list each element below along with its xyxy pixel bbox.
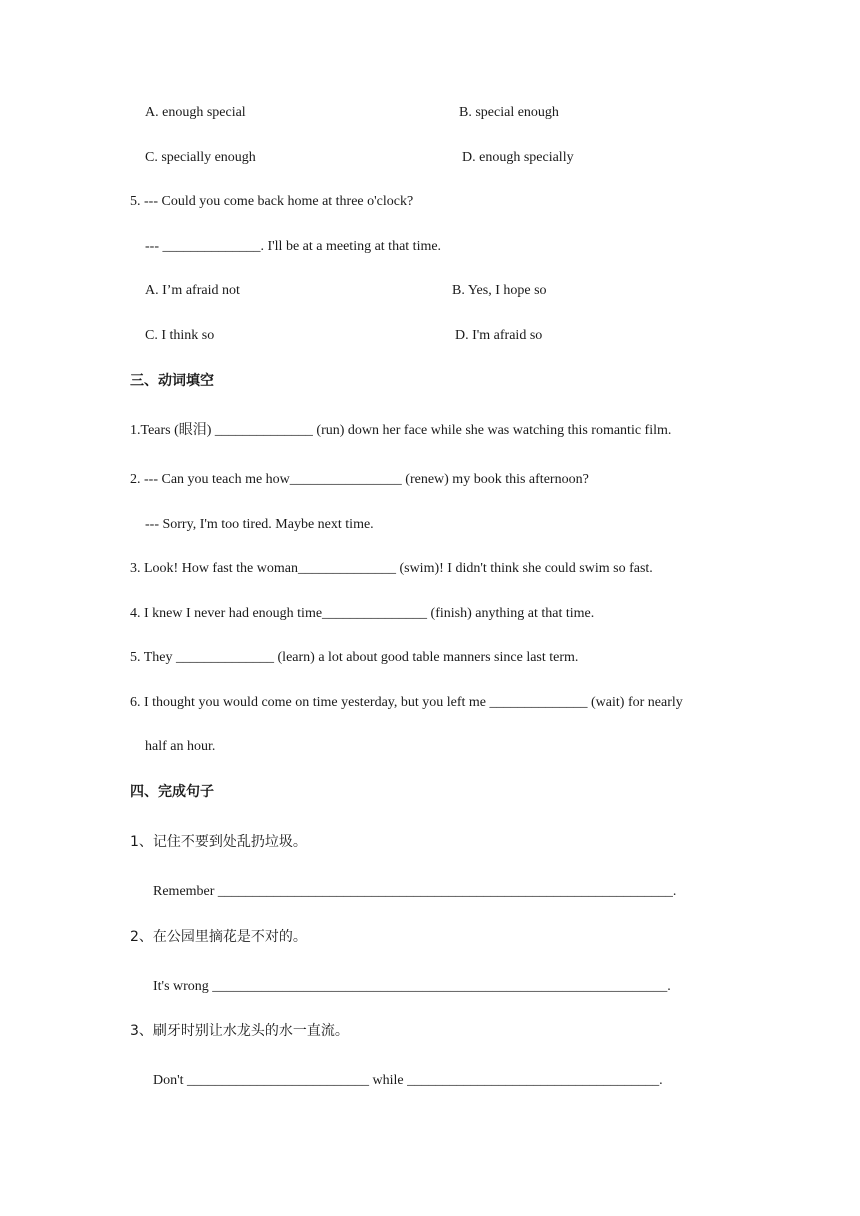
q4-option-c: C. specially enough: [145, 150, 256, 165]
q5-option-c: C. I think so: [145, 328, 215, 343]
section3-item: 4. I knew I never had enough time_______________ (finish) anything at that time.: [130, 606, 595, 621]
section4-answer-line: Remember _________________________________________________________________.: [153, 884, 677, 899]
section4-heading: 四、完成句子: [130, 784, 214, 800]
q4-option-b: B. special enough: [459, 105, 559, 120]
section4-prompt: 3、刷牙时别让水龙头的水一直流。: [130, 1023, 349, 1039]
section3-item: 1.Tears (眼泪) ______________ (run) down her face while she was watching this romantic film.: [130, 423, 672, 438]
section4-answer-line: Don't __________________________ while ____________________________________.: [153, 1073, 663, 1088]
section4-prompt: 2、在公园里摘花是不对的。: [130, 929, 307, 945]
q4-option-d: D. enough specially: [462, 150, 574, 165]
q5-option-d: D. I'm afraid so: [455, 328, 543, 343]
q5-option-b: B. Yes, I hope so: [452, 283, 547, 298]
q5-reply: --- ______________. I'll be at a meeting at that time.: [145, 239, 442, 254]
q4-option-a: A. enough special: [145, 105, 246, 120]
section4-prompt: 1、记住不要到处乱扔垃圾。: [130, 834, 307, 850]
section3-item: 6. I thought you would come on time yesterday, but you left me ______________ (wait) for nearly: [130, 695, 683, 710]
section3-item: 2. --- Can you teach me how________________ (renew) my book this afternoon?: [130, 472, 589, 487]
section3-item-continued: half an hour.: [145, 739, 216, 754]
section4-answer-line: It's wrong _________________________________________________________________.: [153, 979, 671, 994]
section3-heading: 三、动词填空: [130, 373, 214, 389]
q5-option-a: A. I’m afraid not: [145, 283, 240, 298]
q5-stem: 5. --- Could you come back home at three o'clock?: [130, 194, 414, 209]
section3-item: 3. Look! How fast the woman______________ (swim)! I didn't think she could swim so fast.: [130, 561, 653, 576]
section3-item-continued: --- Sorry, I'm too tired. Maybe next time.: [145, 517, 374, 532]
section3-item: 5. They ______________ (learn) a lot about good table manners since last term.: [130, 650, 579, 665]
